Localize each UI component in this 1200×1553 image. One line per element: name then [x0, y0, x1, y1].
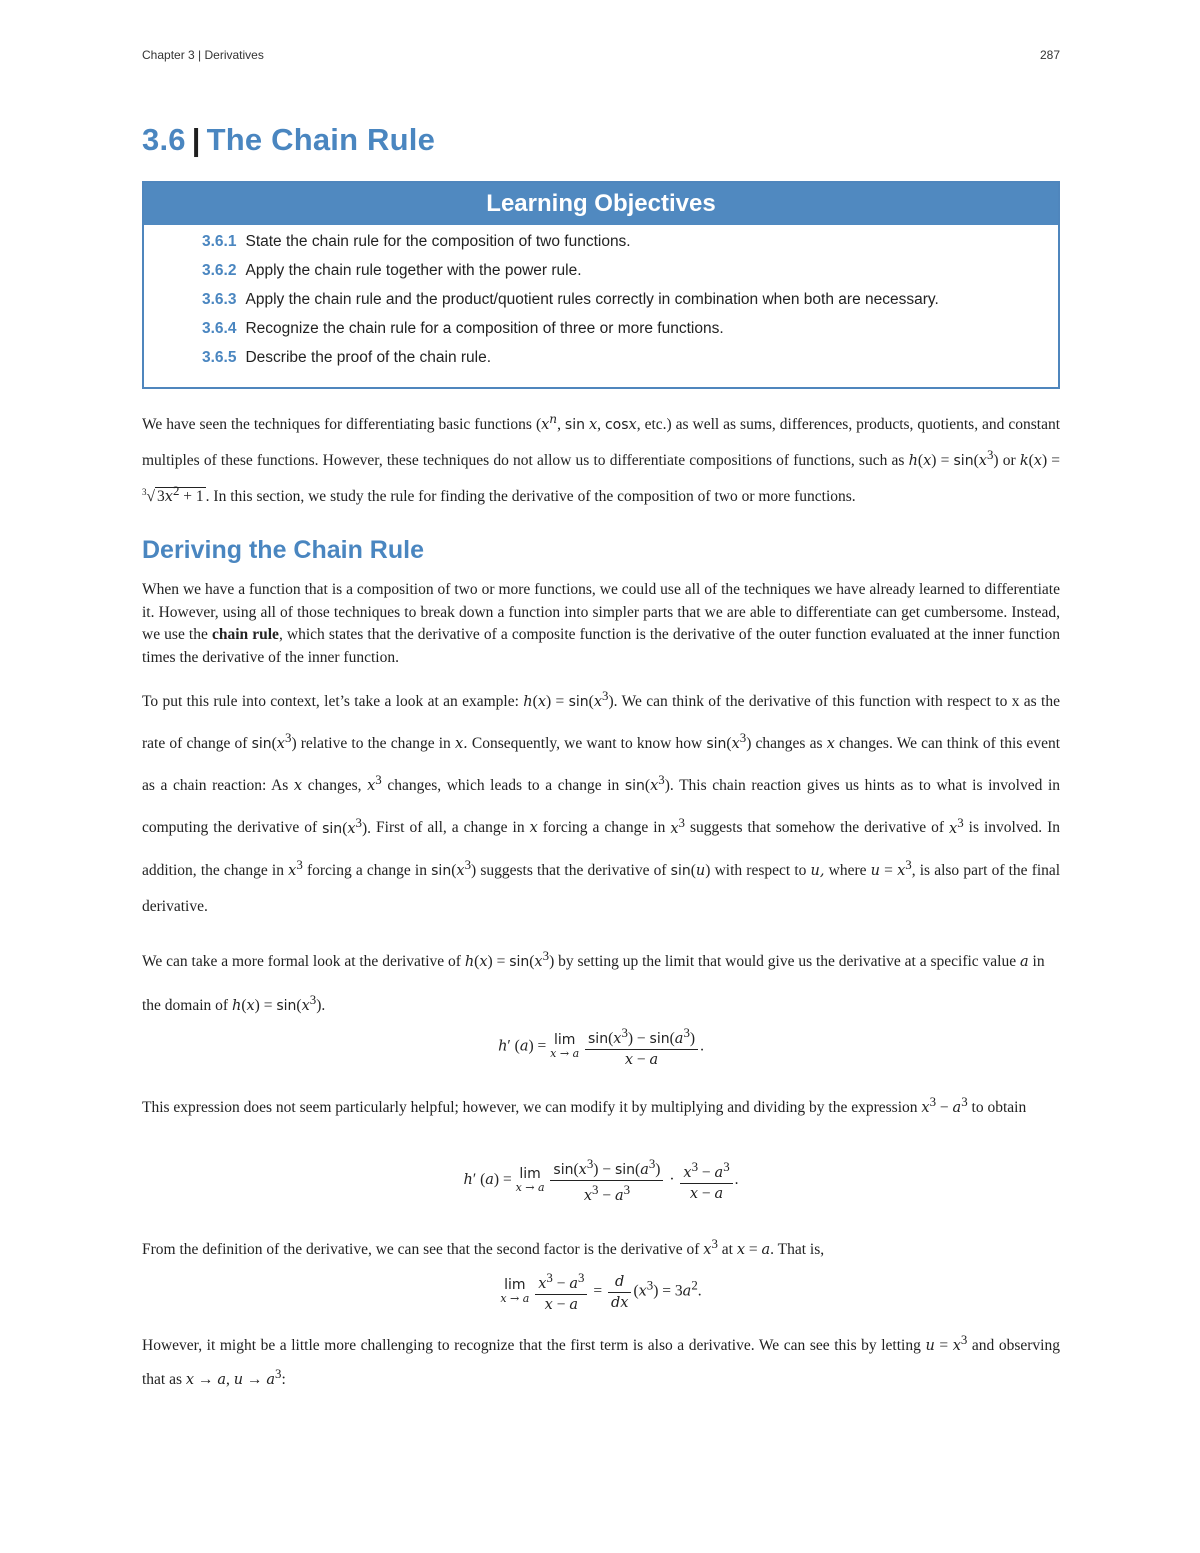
text-run: , which states that the derivative of a composite function is the derivative of the outer function evaluated at the inner function times the derivative of the inner function. [142, 626, 1061, 666]
equation-derivative-x-cubed: lim x → a $\frac{x^3 - a^3}{x - a}$ = $\frac{d}{dx}$ $(x^3) = 3a^2$. [500, 1270, 702, 1314]
page-number: 287 [1039, 48, 1060, 62]
section-number: 3.6 [142, 122, 186, 157]
text-run: changes, which leads to a change in [387, 777, 620, 795]
text-run: To put this rule into context, let’s take a look at an example: [142, 693, 519, 711]
objective-item [202, 260, 1010, 282]
equation-limit-definition: h′ (a) = lim x → a $\frac{\sin(x^3) - \sin(a^3)}{x - a}$ . [498, 1025, 704, 1069]
math-inline: $x^3$ [949, 814, 964, 837]
text-run: with respect to [714, 861, 807, 879]
text-run: as well as sums, differences, products, quotients, and constant multiples of these functions. However, these techniques do not allow us to differentiate compositions of functions, such as [142, 415, 1061, 469]
math-inline: ($x^n$, sin x, cosx, etc.) [535, 412, 672, 433]
learning-objectives-list [144, 225, 1058, 369]
first-term-paragraph [142, 1326, 1060, 1394]
math-inline: $\sin(x^3)$ [251, 730, 297, 753]
text-run: forcing a change in [306, 861, 427, 879]
text-run: In this section, we study the rule for finding the derivative of the composition of two or more functions. [213, 488, 856, 506]
text-run: changes as [755, 735, 823, 753]
text-run: changes, [307, 777, 362, 795]
math-inline: k(x) = $^3$√ $3x^2 + 1$ . [142, 451, 1061, 506]
math-inline: x [826, 736, 835, 753]
running-header [142, 48, 1060, 62]
math-inline: $h(x) = \sin(x^3)$. [523, 688, 618, 711]
objective-text: State the chain rule for the composition of two functions. [245, 233, 631, 250]
equation-modified-limit: h′ (a) = lim x → a $\frac{\sin(x^3) - \sin(a^3)}{x^3 - a^3}$ · $\frac{x^3 - a^3}{x - a}$ . [463, 1156, 739, 1205]
text-run: by setting up the limit that would give us the derivative at a specific value [558, 953, 1017, 971]
objective-item [202, 347, 1010, 369]
text-run: When we have a function that is a composition of two or more functions, we could use all of the techniques we have already learned to differentiate it. However, using all of those techniques to break down a function into simpler parts that we are able to differentiate can get cumbersome. Instead, we use the [142, 581, 1060, 643]
text-run: This chain reaction gives us hints as to what is involved in computing the derivative of [142, 777, 1061, 837]
subsection-title: Deriving the Chain Rule [142, 536, 424, 564]
section-title-text: The Chain Rule [206, 122, 436, 157]
text-run: changes. We can think of this event as a chain reaction: As [142, 735, 1060, 795]
text-run: forcing a change in [542, 819, 666, 837]
text-run: First of all, a change in [376, 819, 525, 837]
math-inline: $u = x^3$ [925, 1332, 968, 1355]
math-inline: x [293, 778, 303, 795]
text-run: From the definition of the derivative, we can see that the second factor is the derivative of [142, 1241, 700, 1259]
math-inline: x. [454, 736, 468, 753]
text-run: suggests that the derivative of [480, 861, 667, 879]
text-run: where [828, 861, 867, 879]
text-run: at [721, 1241, 733, 1259]
example-paragraph [142, 678, 1060, 925]
text-run: suggests that somehow the derivative of [690, 819, 944, 837]
text-run: We can think of the derivative of this function with respect to x as the rate of change of [142, 693, 1060, 753]
objective-number: 3.6.2 [202, 262, 237, 279]
modify-paragraph [142, 1088, 1060, 1122]
text-run: to obtain [971, 1099, 1027, 1117]
text-run: is also part of the final derivative. [142, 861, 1061, 915]
learning-objectives-box [142, 181, 1060, 389]
math-inline: $h(x) = \sin(x^3)$. [231, 992, 326, 1015]
text-run: We can take a more formal look at the derivative of [142, 953, 461, 971]
intro-paragraph [142, 404, 1060, 512]
objective-item [202, 289, 1010, 311]
objective-item [202, 231, 1010, 253]
math-inline: $\sin(x^3)$ [431, 856, 477, 879]
text-run: That is, [777, 1241, 825, 1259]
objective-number: 3.6.1 [202, 233, 237, 250]
math-inline: $\sin(x^3)$. [322, 814, 372, 837]
chapter-label: Chapter 3 | Derivatives [142, 48, 264, 62]
objective-text: Recognize the chain rule for a composition of three or more functions. [245, 320, 724, 337]
learning-objectives-heading: Learning Objectives [144, 183, 1058, 225]
math-inline: x = a. [736, 1241, 775, 1259]
math-inline: $x^3$ [670, 814, 685, 837]
text-run: This expression does not seem particularly helpful; however, we can modify it by multiplying and dividing by the expression [142, 1099, 918, 1117]
math-inline: sin(u) [670, 861, 711, 879]
math-inline: $h(x) = \sin(x^3)$ [464, 948, 555, 971]
objective-number: 3.6.4 [202, 320, 237, 337]
text-run: is involved. In addition, the change in [142, 819, 1061, 879]
text-run: and observing that as [142, 1337, 1060, 1389]
math-inline: $x^3 - a^3$ [921, 1094, 968, 1117]
math-inline: $u = x^3$, [870, 856, 916, 879]
bold-term: chain rule [211, 626, 279, 643]
math-inline: x → a, $u \to a^3$: [185, 1366, 286, 1389]
math-inline: x [529, 820, 538, 837]
definition-paragraph [142, 1232, 1060, 1262]
math-inline: u, [810, 862, 825, 879]
text-run: or [1002, 451, 1016, 469]
formal-paragraph [142, 937, 1060, 1025]
objective-text: Describe the proof of the chain rule. [245, 349, 492, 366]
objective-number: 3.6.3 [202, 291, 237, 308]
math-inline: $h(x) = \sin(x^3)$ [908, 446, 999, 469]
text-run: We have seen the techniques for differentiating basic functions [142, 415, 532, 433]
text-run: relative to the change in [300, 735, 451, 753]
text-run: However, it might be a little more challenging to recognize that the first term is also a derivative. We can see this by letting [142, 1337, 921, 1355]
section-title [142, 122, 435, 158]
math-inline: $x^3$ [367, 772, 382, 795]
math-inline: $\sin(x^3)$. [624, 772, 674, 795]
text-run: in the domain of [142, 953, 1045, 1015]
math-inline: $x^3$ [288, 856, 303, 879]
objective-item [202, 318, 1010, 340]
math-inline: $\sin(x^3)$ [706, 730, 752, 753]
chain-rule-paragraph [142, 579, 1060, 669]
section-separator: | [191, 122, 201, 157]
text-run: Consequently, we want to know how [471, 735, 703, 753]
objective-text: Apply the chain rule together with the power rule. [245, 262, 582, 279]
math-inline: a [1019, 954, 1029, 971]
objective-number: 3.6.5 [202, 349, 237, 366]
objective-text: Apply the chain rule and the product/quotient rules correctly in combination when both are necessary. [245, 291, 939, 308]
math-inline: $x^3$ [703, 1236, 718, 1259]
